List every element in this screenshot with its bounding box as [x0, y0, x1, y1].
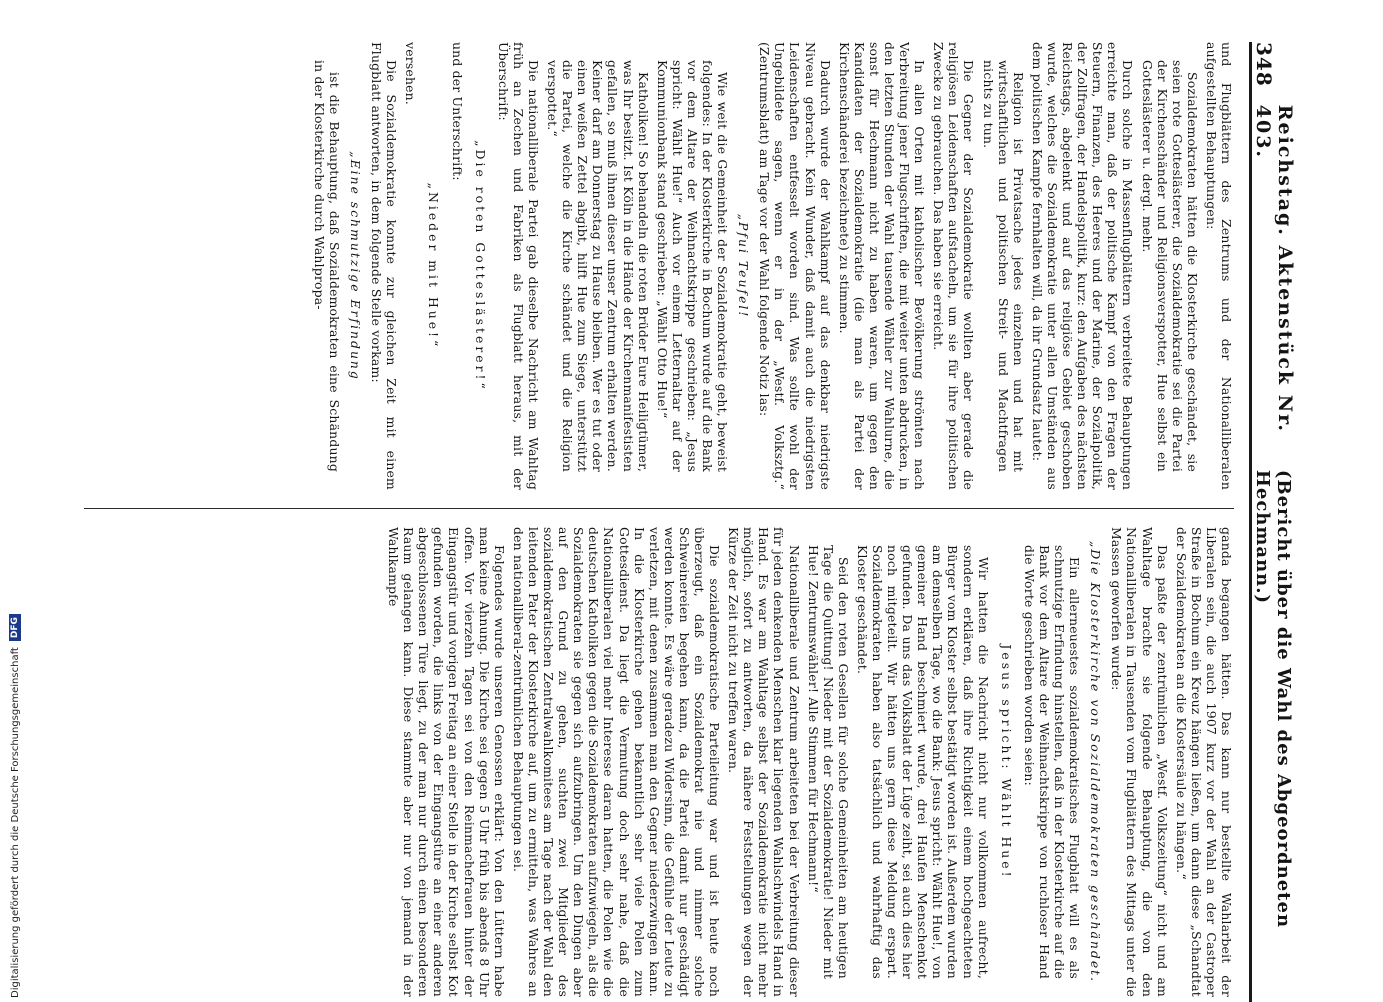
- paragraph: „Die Klosterkirche von Sozialdemokraten geschändet.: [1088, 540, 1104, 984]
- page-subtitle: (Bericht über die Wahl des Abgeordneten Hechmann.): [1252, 469, 1294, 929]
- credit-text: Digitalisierung gefördert durch die Deutsche Forschungsgemeinschaft: [9, 647, 21, 998]
- paragraph: Seid den roten Gesellen für solche Gemeinheiten am heutigen Tage die Quittung! Nieder mit der Sozialdemokratie! Nieder mit Hue! Zentrumswähler! Alle Stimmen für Hechmann!“: [805, 545, 851, 979]
- paragraph: Sozialdemokraten hätten die Klosterkirche geschändet, sie seien rote Gotteslästerer, die Sozialdemokratie sei die Partei der Kirchenschänder und Religionsverspotter, Hue selbst ein Gotteslästerer u. dergl. mehr.: [1139, 60, 1200, 472]
- paragraph: Das paßte der zentrümlichen „Westf. Volkszeitung“ nicht und am Wahltage brachte sie folgende Behauptung, die von den Nationalliberalen in Tausenden vom Flugblättern des Mittags unter die Massen geworfen wurde:: [1109, 527, 1170, 997]
- paragraph: „Pfui Teufel!: [736, 213, 752, 319]
- page-number: 348: [1252, 42, 1276, 87]
- paragraph: Folgendes wurde unseren Genossen erklärt: Von den Lüttern habe man keine Ahnung. Die Kirche sei gegen 5 Uhr früh bis abends 8 Uhr offen. Vor vierzehn Tagen sei von den Reinmachefrauen hinter der Eingangstür und vorigen Freitag an einer Stelle in der Kirche selbst Kot gefunden worden, die links von der Eingangstüre an einer anderen abgeschlossenen Türe liegt, zu der man nur durch einen besonderen Raum gelangen kann. Diese stammte aber nur von jemand in der Wahlkampfe: [386, 527, 507, 997]
- right-column: [74, 527, 1234, 997]
- page-title: Reichstag. Aktenstück Nr. 403.: [1252, 104, 1296, 433]
- paragraph: und der Unterschrift:: [449, 42, 465, 181]
- left-column: [74, 42, 1234, 490]
- paragraph: Die sozialdemokratische Parteileitung war und ist heute noch überzeugt, daß ein Sozialdemokrat nie und nimmer solche Schweinereien begehen kann, da die Partei damit nur geschädigt werden konnte. Es wäre geradezu Widersinn, die Gefühle der Leute zu verletzen, mit denen zusammen man den Gegner niederzwingen kann. In die Klosterkirche gehen bekanntlich sehr viele Polen zum Gottesdienst. Da liegt die Vermutung doch sehr nahe, daß die Nationalliberalen viel mehr Interesse daran hatten, die Polen wie die deutschen Katholiken gegen die Sozialdemokraten aufzuwiegeln, als die Sozialdemokraten sie gegen sich aufzubringen. Um den Dingen aber auf den Grund zu gehen, suchten zwei Mitglieder des sozialdemokratischen Zentralwahlkomitees am Tage nach der Wahl den leitenden Pater der Klosterkirche auf, um zu ermitteln, was Wahres an den nationalliberal-zentrümlichen Behauptungen sei.: [510, 527, 723, 997]
- paragraph: Nationalliberale und Zentrum arbeiteten bei der Verbreitung dieser für jeden denkenden Menschen klar liegenden Wahlschwindels Hand in Hand. Es war am Wahltage selbst der Sozialdemokratie nicht mehr möglich, sofort zu antworten, da nähere Feststellungen wegen der Kürze der Zeit nicht zu treffen waren.: [726, 527, 802, 997]
- paragraph: Durch solche in Massenflugblättern verbreitete Behauptungen erreichte man, daß der politische Kampf von den Fragen der Steuern, Finanzen, des Heeres und der Marine, der Sozialpolitik, der Zollfragen, der Handelspolitik, kurz: den Aufgaben des nächsten Reichstags, abgelenkt und auf das religiöse Gebiet geschoben wurde, welches die Sozialdemokratie unter allen Umständen aus dem politischen Kampfe fernhalten will, da ihr Grundsatz lautet:: [1029, 42, 1136, 490]
- page-header: [1249, 42, 1296, 1002]
- paragraph: Die Sozialdemokratie konnte zur gleichen Zeit mit einem Flugblatt antworten, in dem folgende Stelle vorkam:: [369, 42, 400, 490]
- paragraph: „Die roten Gotteslästerer!“: [472, 140, 488, 392]
- document-page: [66, 42, 1296, 1002]
- paragraph: Jesus spricht: Wählt Hue!: [998, 644, 1014, 880]
- paragraph: Religion ist Privatsache jedes einzelnen und hat mit wirtschaftlichen und politischen Streit- und Machtfragen nichts zu tun.: [980, 60, 1026, 472]
- dfg-logo-icon: DFG: [9, 614, 21, 641]
- paragraph: versehen.: [403, 42, 419, 105]
- paragraph: Wir hatten die Nachricht nicht nur vollkommen aufrecht, sondern erklären, daß ihre Richtigkeit einem hochgeachteten Bürger vom Kloster selbst bestätigt worden ist. Außerdem wurden am demselben Tage, wo die Bank: Jesus spricht: Wählt Hue!, von gemeiner Hand beschmiert wurde, drei Haufen Menschenkot gefunden. Da uns das Volksblatt der Lüge zeiht, sei auch dies hier noch mitgeteilt. Wir hätten uns gern diese Meldung erspart. Sozialdemokraten haben also tatsächlich und wahrhaftig das Kloster geschändet.: [854, 545, 991, 979]
- paragraph: Ein allerneuestes sozialdemokratisches Flugblatt will es als schmutzige Erfindung hinstellen, daß in der Klosterkirche auf die Bank vor dem Altare der Weihnachtskrippe von ruchloser Hand die Worte geschrieben worden seien:: [1021, 545, 1083, 979]
- paragraph: „Nieder mit Hue!“: [426, 182, 442, 350]
- paragraph: Wie weit die Gemeinheit der Sozialdemokratie geht, beweist folgendes: In der Klosterkirche in Bochum wurde auf die Bank vor dem Altare der Weihnachtskrippe geschrieben: „Jesus spricht: Wählt Hue!“ Auch vor einem Letternaltar auf der Kommunionbank stand geschrieben: „Wählt Otto Hue!“: [654, 60, 731, 472]
- paragraph: Die Gegner der Sozialdemokratie wollten aber gerade die religiösen Leidenschaften aufstacheln, um sie für ihre politischen Zwecke zu gebrauchen. Das haben sie erreicht.: [931, 42, 977, 490]
- digitization-credit: [6, 8, 20, 998]
- paragraph: und Flugblättern des Zentrums und der Nationalliberalen aufgestellten Behauptungen:: [1203, 42, 1234, 490]
- paragraph: In allen Orten mit katholischer Bevölkerung strömten nach Verbreitung jener Flugschriften, die mit weiter unten abdrucken, in den letzten Stunden der Wahl tausende Wähler zur Wahlurne, die sonst für Hechmann nicht zu haben waren, um gegen den Kandidaten der Sozialdemokratie (die man als Partei der Kirchenschänderei bezeichnete) zu stimmen.: [836, 42, 928, 490]
- paragraph: Die nationalliberale Partei gab dieselbe Nachricht am Wahltag früh an Zechen und Fabriken als Flugblatt heraus, mit der Überschrift:: [495, 42, 541, 490]
- paragraph: ist die Behauptung, daß Sozialdemokraten eine Schändung in der Klosterkirche durch Wahlpropa-: [311, 60, 343, 472]
- paragraph: ganda begangen hätten. Das kann nur bestellte Wahlarbeit der Liberalen sein, die auch 1907 kurz vor der Wahl an der Castroper Straße in Bochum ein Kreuz hängen ließen, um dann diese „Schandtat der Sozialdemokraten an die Klostersäule zu hängen.“: [1173, 527, 1234, 997]
- paragraph: „Eine schmutzige Erfindung: [348, 151, 364, 381]
- paragraph: Dadurch wurde der Wahlkampf auf das denkbar niedrigste Niveau gebracht. Kein Wunder, daß damit auch die niedrigsten Leidenschaften entfesselt worden sind. Was sollte wohl der Ungebildete sagen, wenn er in der „Westf. Volksztg.“ (Zentrumsblatt) am Tage vor der Wahl folgende Notiz las:: [757, 42, 833, 490]
- paragraph: Katholiken! So behandeln die roten Brüder Eure Heiligtümer, was Ihr besitzt. Ist Köln in die Hände der Kirchenmanifestisten gefallen, so muß ihnen dieser unser Zentrum erhalten werden. Keiner darf am Donnerstag zu Hause bleiben. Wer es tut oder einen weißen Zettel abgibt, hilft Hue zum Siege, unterstützt die Partei, welche die Kirche schändet und die Religion verspottet.“: [545, 60, 651, 472]
- column-divider: [84, 508, 1234, 510]
